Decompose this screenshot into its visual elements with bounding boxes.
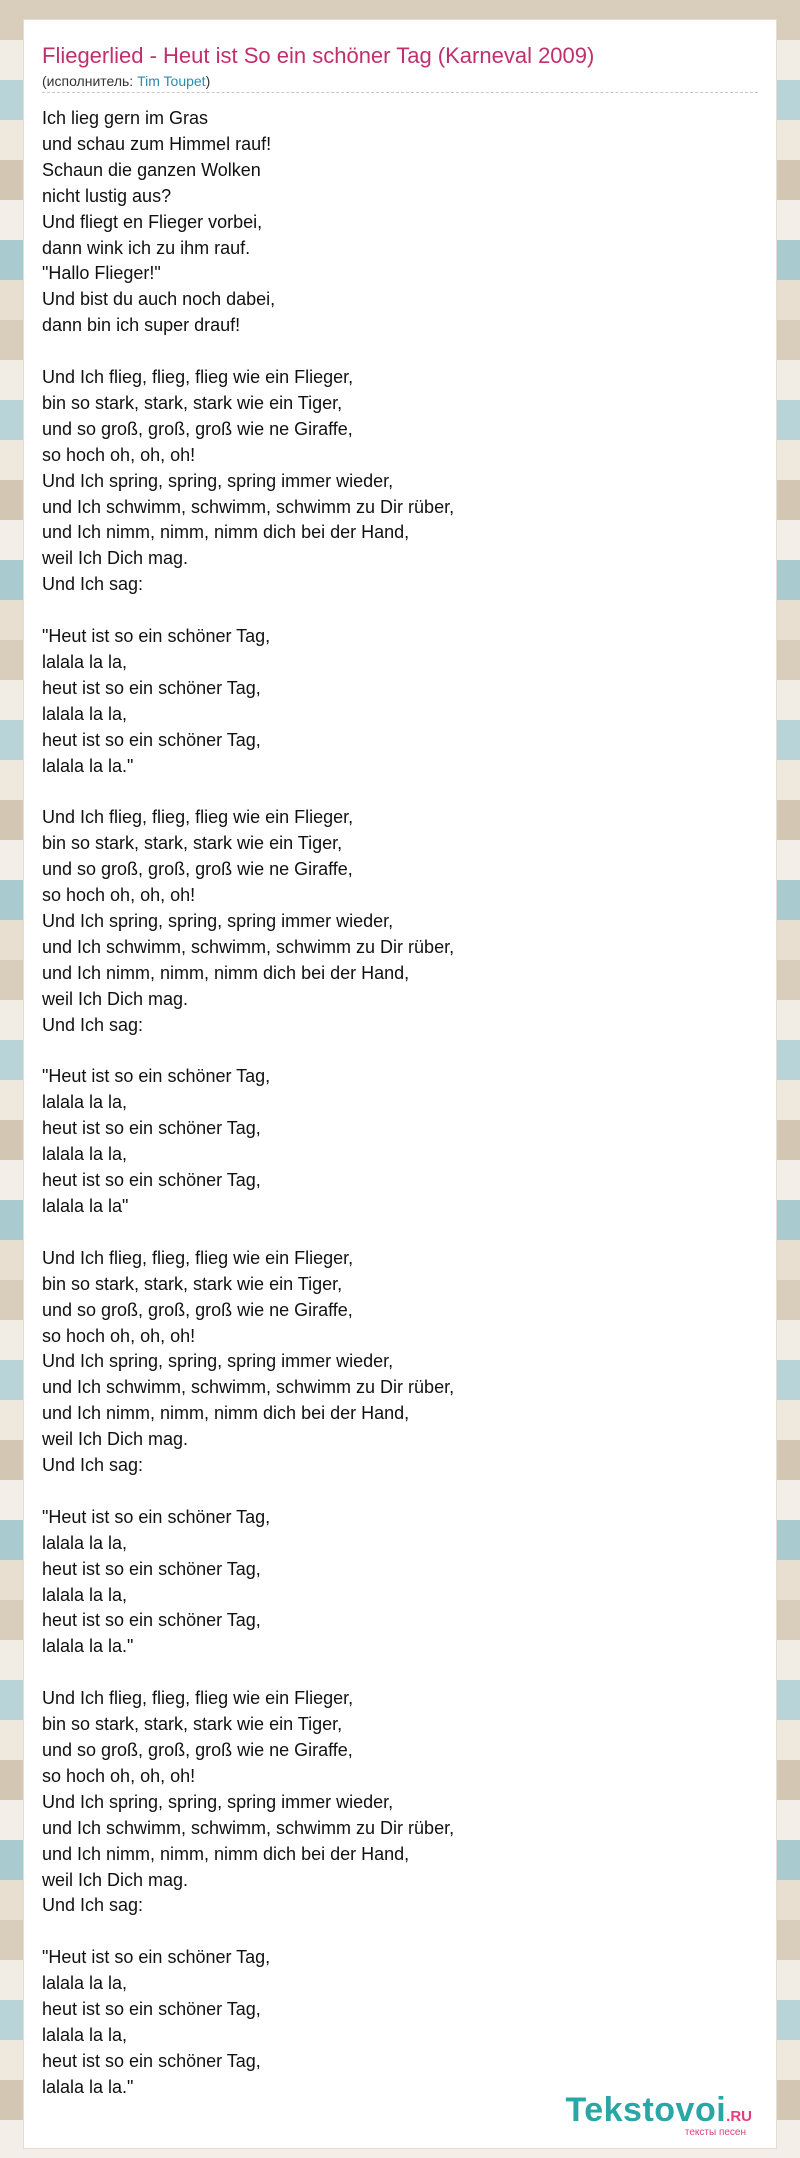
lyrics-line: heut ist so ein schöner Tag,: [42, 1170, 261, 1191]
artist-prefix: (исполнитель:: [42, 73, 138, 89]
lyrics-line: lalala la la,: [42, 652, 128, 672]
lyrics-line: weil Ich Dich mag.: [42, 1869, 189, 1890]
lyrics-line: Und Ich sag:: [42, 1014, 144, 1035]
lyrics-line: und so groß, groß, groß wie ne Giraffe,: [42, 859, 353, 880]
lyrics-stanza: [42, 106, 454, 339]
lyrics-stanza: [42, 1246, 454, 1479]
artist-suffix: ): [205, 73, 211, 89]
lyrics-line: Und Ich flieg, flieg, flieg wie ein Flieger,: [42, 1688, 354, 1709]
lyrics-line: Und Ich flieg, flieg, flieg wie ein Flieger,: [42, 1247, 354, 1268]
lyrics-line: Und Ich spring, spring, spring immer wieder,: [42, 911, 394, 932]
lyrics-line: und Ich nimm, nimm, nimm dich bei der Hand,: [42, 1403, 410, 1424]
lyrics-stanza: [42, 624, 454, 779]
artist-link[interactable]: Tim Toupet: [137, 73, 206, 89]
lyrics-line: weil Ich Dich mag.: [42, 988, 189, 1009]
lyrics-line: weil Ich Dich mag.: [42, 1429, 189, 1450]
lyrics-line: Und Ich sag:: [42, 1895, 144, 1916]
lyrics-line: so hoch oh, oh, oh!: [42, 1765, 196, 1786]
lyrics-line: lalala la la.": [42, 1636, 134, 1657]
lyrics-line: Und Ich spring, spring, spring immer wieder,: [42, 1351, 394, 1372]
lyrics-line: lalala la la": [42, 1196, 129, 1216]
lyrics-line: lalala la la,: [42, 1973, 128, 1994]
lyrics-line: so hoch oh, oh, oh!: [42, 885, 196, 906]
lyrics-line: bin so stark, stark, stark wie ein Tiger,: [42, 392, 343, 413]
lyrics-line: und Ich nimm, nimm, nimm dich bei der Hand,: [42, 1843, 410, 1864]
lyrics-line: und Ich nimm, nimm, nimm dich bei der Hand,: [42, 962, 410, 983]
lyrics-line: lalala la la,: [42, 1532, 128, 1553]
lyrics-line: "Heut ist so ein schöner Tag,: [42, 626, 271, 647]
lyrics-line: und so groß, groß, groß wie ne Giraffe,: [42, 1739, 353, 1760]
lyrics-line: dann bin ich super drauf!: [42, 315, 241, 336]
song-title: Fliegerlied - Heut ist So ein schöner Tag (Karneval 2009): [42, 43, 595, 68]
lyrics-line: und Ich schwimm, schwimm, schwimm zu Dir rüber,: [42, 936, 455, 957]
lyrics-line: und so groß, groß, groß wie ne Giraffe,: [42, 1299, 353, 1320]
lyrics-line: so hoch oh, oh, oh!: [42, 1325, 196, 1346]
lyrics-line: Und Ich spring, spring, spring immer wieder,: [42, 470, 394, 491]
lyrics-line: Und fliegt en Flieger vorbei,: [42, 211, 263, 232]
lyrics-line: lalala la la,: [42, 1584, 128, 1605]
logo-tld: .RU: [726, 2108, 752, 2125]
lyrics-line: und Ich schwimm, schwimm, schwimm zu Dir rüber,: [42, 496, 455, 517]
lyrics-line: heut ist so ein schöner Tag,: [42, 2050, 261, 2071]
lyrics-line: Ich lieg gern im Gras: [42, 108, 209, 128]
lyrics-text: [42, 106, 454, 2127]
lyrics-line: Und Ich sag:: [42, 574, 144, 595]
artist-line: [42, 72, 758, 93]
logo-tagline: тексты песен: [684, 2127, 746, 2138]
lyrics-line: Und Ich sag:: [42, 1455, 144, 1476]
lyrics-line: bin so stark, stark, stark wie ein Tiger,: [42, 1714, 343, 1735]
lyrics-line: und schau zum Himmel rauf!: [42, 133, 272, 154]
lyrics-line: heut ist so ein schöner Tag,: [42, 1558, 261, 1579]
lyrics-stanza: [42, 1686, 454, 1919]
lyrics-line: so hoch oh, oh, oh!: [42, 444, 196, 465]
lyrics-line: Und Ich flieg, flieg, flieg wie ein Flieger,: [42, 367, 354, 388]
lyrics-stanza: [42, 805, 454, 1038]
logo-name: Tekstovoi: [565, 2091, 727, 2129]
lyrics-line: heut ist so ein schöner Tag,: [42, 1118, 261, 1139]
lyrics-line: bin so stark, stark, stark wie ein Tiger,: [42, 833, 343, 854]
lyrics-line: bin so stark, stark, stark wie ein Tiger,: [42, 1273, 343, 1294]
lyrics-line: Und Ich spring, spring, spring immer wieder,: [42, 1791, 394, 1812]
lyrics-line: heut ist so ein schöner Tag,: [42, 1999, 261, 2020]
lyrics-line: lalala la la,: [42, 1092, 128, 1113]
lyrics-line: lalala la la,: [42, 2024, 128, 2045]
lyrics-line: lalala la la.": [42, 755, 134, 776]
lyrics-line: heut ist so ein schöner Tag,: [42, 1610, 261, 1631]
lyrics-line: dann wink ich zu ihm rauf.: [42, 237, 251, 258]
lyrics-line: Und bist du auch noch dabei,: [42, 289, 276, 310]
lyrics-line: "Hallo Flieger!": [42, 263, 161, 284]
lyrics-line: Und Ich flieg, flieg, flieg wie ein Flieger,: [42, 807, 354, 828]
lyrics-line: und Ich schwimm, schwimm, schwimm zu Dir rüber,: [42, 1817, 455, 1838]
lyrics-line: "Heut ist so ein schöner Tag,: [42, 1066, 271, 1087]
lyrics-line: und so groß, groß, groß wie ne Giraffe,: [42, 418, 353, 439]
lyrics-line: nicht lustig aus?: [42, 185, 172, 206]
lyrics-stanza: [42, 1945, 454, 2100]
lyrics-line: "Heut ist so ein schöner Tag,: [42, 1947, 271, 1968]
lyrics-line: heut ist so ein schöner Tag,: [42, 729, 261, 750]
lyrics-card: [24, 20, 776, 2148]
lyrics-stanza: [42, 1505, 454, 1660]
lyrics-line: lalala la la,: [42, 703, 128, 724]
lyrics-line: und Ich nimm, nimm, nimm dich bei der Hand,: [42, 522, 410, 543]
lyrics-stanza: [42, 1064, 454, 1219]
lyrics-stanza: [42, 365, 454, 598]
lyrics-line: weil Ich Dich mag.: [42, 548, 189, 569]
lyrics-line: "Heut ist so ein schöner Tag,: [42, 1506, 271, 1527]
lyrics-line: lalala la la.": [42, 2076, 134, 2097]
site-logo[interactable]: [565, 2093, 752, 2138]
lyrics-line: lalala la la,: [42, 1144, 128, 1165]
lyrics-line: heut ist so ein schöner Tag,: [42, 677, 261, 698]
lyrics-line: Schaun die ganzen Wolken: [42, 159, 261, 180]
lyrics-line: und Ich schwimm, schwimm, schwimm zu Dir rüber,: [42, 1377, 455, 1398]
